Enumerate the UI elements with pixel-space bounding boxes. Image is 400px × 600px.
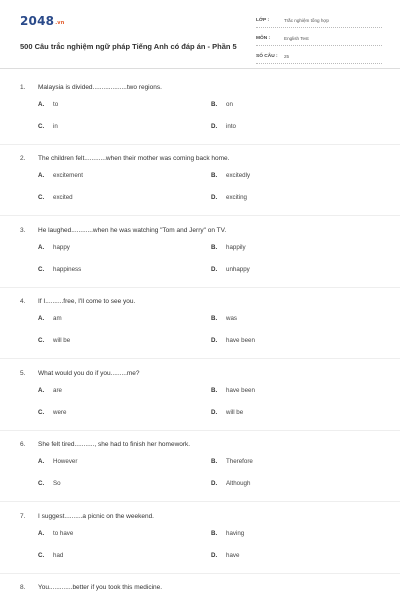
- question-item: [20, 509, 382, 567]
- answer-option-c[interactable]: [38, 334, 70, 348]
- answer-option-d[interactable]: [211, 334, 255, 348]
- question-number: 4.: [20, 298, 26, 305]
- question-number: 3.: [20, 226, 26, 234]
- option-text: excitedly: [226, 172, 251, 179]
- answer-option-d[interactable]: [211, 119, 236, 133]
- page-header: [20, 14, 382, 70]
- answer-option-b[interactable]: [211, 455, 253, 469]
- question-line: [20, 223, 382, 237]
- option-text: happy: [53, 243, 70, 251]
- question-line: [20, 152, 382, 166]
- option-letter: A.: [38, 172, 45, 179]
- answer-option-c[interactable]: [38, 405, 66, 419]
- question-number: 8.: [20, 584, 26, 591]
- question-item: [20, 295, 382, 353]
- question-item: [20, 152, 382, 210]
- answer-option-a[interactable]: [38, 383, 62, 397]
- option-text: excited: [53, 194, 73, 201]
- option-text: having: [226, 529, 245, 537]
- question-line: [20, 80, 382, 94]
- option-text: Although: [226, 480, 251, 487]
- question-item: [20, 80, 382, 138]
- option-text: Therefore: [226, 458, 253, 465]
- option-letter: D.: [211, 194, 218, 201]
- option-letter: B.: [211, 315, 218, 322]
- question-text: The children felt............when their mother was coming back home.: [38, 155, 230, 162]
- answer-option-a[interactable]: [38, 169, 83, 183]
- answer-option-a[interactable]: [38, 312, 62, 326]
- answer-options: [20, 380, 382, 424]
- question-line: [20, 438, 382, 452]
- option-text: in: [53, 122, 58, 130]
- option-letter: B.: [211, 529, 218, 537]
- question-separator: [0, 287, 400, 288]
- option-text: So: [53, 480, 61, 487]
- question-separator: [0, 430, 400, 431]
- option-text: have: [226, 551, 240, 559]
- question-item: [20, 438, 382, 496]
- meta-value: English Test: [284, 36, 309, 41]
- option-text: will be: [226, 408, 244, 416]
- option-text: have been: [226, 386, 255, 394]
- answer-option-a[interactable]: [38, 97, 58, 111]
- option-letter: B.: [211, 386, 218, 394]
- question-separator: [0, 215, 400, 216]
- question-separator: [0, 144, 400, 145]
- option-letter: A.: [38, 315, 45, 322]
- option-text: However: [53, 458, 78, 465]
- meta-value: 25: [284, 54, 290, 59]
- option-text: are: [53, 386, 62, 394]
- question-text: Malaysia is divided...................two regions.: [38, 83, 162, 91]
- logo-main: 2048: [20, 14, 55, 28]
- answer-option-b[interactable]: [211, 97, 233, 111]
- option-letter: A.: [38, 386, 45, 394]
- question-number: 6.: [20, 441, 26, 448]
- answer-option-c[interactable]: [38, 191, 73, 205]
- logo-suffix: .vn: [55, 20, 65, 26]
- meta-value: Trắc nghiệm tổng hợp: [284, 18, 329, 23]
- question-number: 7.: [20, 512, 26, 520]
- option-letter: C.: [38, 265, 45, 273]
- option-text: exciting: [226, 194, 247, 201]
- answer-option-c[interactable]: [38, 477, 61, 491]
- option-letter: C.: [38, 551, 45, 559]
- question-text: If I..........free, I'll come to see you.: [38, 298, 136, 305]
- option-text: am: [53, 315, 62, 322]
- answer-option-d[interactable]: [211, 477, 250, 491]
- option-letter: B.: [211, 100, 218, 108]
- question-item: [20, 366, 382, 424]
- answer-option-b[interactable]: [211, 383, 255, 397]
- option-letter: D.: [211, 265, 218, 273]
- question-number: 1.: [20, 83, 26, 91]
- option-text: happiness: [53, 265, 82, 273]
- option-text: have been: [226, 337, 255, 344]
- meta-label: LỚP :: [256, 18, 270, 23]
- option-text: excitement: [53, 172, 83, 179]
- option-letter: D.: [211, 408, 218, 416]
- answer-options: [20, 523, 382, 567]
- option-letter: A.: [38, 100, 45, 108]
- option-letter: D.: [211, 122, 218, 130]
- option-letter: B.: [211, 172, 218, 179]
- option-letter: C.: [38, 480, 45, 487]
- answer-option-c[interactable]: [38, 548, 63, 562]
- question-separator: [0, 573, 400, 574]
- option-letter: C.: [38, 122, 45, 130]
- option-letter: A.: [38, 243, 45, 251]
- header-divider: [0, 68, 400, 69]
- option-text: will be: [53, 337, 71, 344]
- site-logo[interactable]: [20, 14, 65, 28]
- option-text: had: [53, 551, 64, 559]
- answer-options: [20, 237, 382, 281]
- question-number: 2.: [20, 155, 26, 162]
- meta-row-class: [256, 14, 382, 28]
- question-separator: [0, 358, 400, 359]
- option-text: were: [53, 408, 67, 416]
- question-line: [20, 581, 382, 595]
- option-letter: C.: [38, 408, 45, 416]
- option-text: on: [226, 100, 233, 108]
- option-letter: B.: [211, 243, 218, 251]
- option-text: to: [53, 100, 59, 108]
- answer-option-b[interactable]: [211, 169, 250, 183]
- answer-option-b[interactable]: [211, 526, 244, 540]
- option-text: was: [226, 315, 238, 322]
- option-letter: A.: [38, 529, 45, 537]
- question-line: [20, 509, 382, 523]
- question-line: [20, 295, 382, 309]
- question-line: [20, 366, 382, 380]
- question-text: You.............better if you took this medicine.: [38, 584, 163, 591]
- answer-option-a[interactable]: [38, 526, 73, 540]
- option-text: into: [226, 122, 236, 130]
- answer-options: [20, 309, 382, 353]
- question-separator: [0, 501, 400, 502]
- question-item: [20, 223, 382, 281]
- meta-row-subject: [256, 32, 382, 46]
- meta-info: [256, 14, 382, 68]
- answer-option-d[interactable]: [211, 191, 247, 205]
- question-text: She felt tired..........., she had to finish her homework.: [38, 441, 191, 448]
- answer-option-d[interactable]: [211, 548, 239, 562]
- question-number: 5.: [20, 369, 26, 377]
- answer-options: [20, 452, 382, 496]
- option-text: to have: [53, 529, 74, 537]
- option-text: happily: [226, 243, 246, 251]
- option-letter: D.: [211, 337, 218, 344]
- document-title: 500 Câu trắc nghiệm ngữ pháp Tiếng Anh có đáp án - Phần 5: [20, 42, 237, 51]
- option-text: unhappy: [226, 265, 250, 273]
- option-letter: D.: [211, 551, 218, 559]
- answer-option-c[interactable]: [38, 262, 81, 276]
- option-letter: D.: [211, 480, 218, 487]
- meta-label: SỐ CÂU :: [256, 54, 278, 59]
- question-text: I suggest..........a picnic on the weekend.: [38, 512, 154, 520]
- answer-options: [20, 166, 382, 210]
- question-text: He laughed............when he was watching "Tom and Jerry" on TV.: [38, 226, 227, 234]
- option-letter: C.: [38, 337, 45, 344]
- answer-option-d[interactable]: [211, 405, 243, 419]
- option-letter: C.: [38, 194, 45, 201]
- meta-row-count: [256, 50, 382, 64]
- answer-option-d[interactable]: [211, 262, 250, 276]
- answer-option-c[interactable]: [38, 119, 58, 133]
- answer-options: [20, 94, 382, 138]
- answer-option-a[interactable]: [38, 240, 70, 254]
- answer-option-b[interactable]: [211, 312, 237, 326]
- option-letter: B.: [211, 458, 218, 465]
- answer-option-b[interactable]: [211, 240, 246, 254]
- question-item: [20, 581, 382, 595]
- meta-label: MÔN :: [256, 36, 271, 41]
- question-text: What would you do if you.........me?: [38, 369, 140, 377]
- answer-option-a[interactable]: [38, 455, 77, 469]
- option-letter: A.: [38, 458, 45, 465]
